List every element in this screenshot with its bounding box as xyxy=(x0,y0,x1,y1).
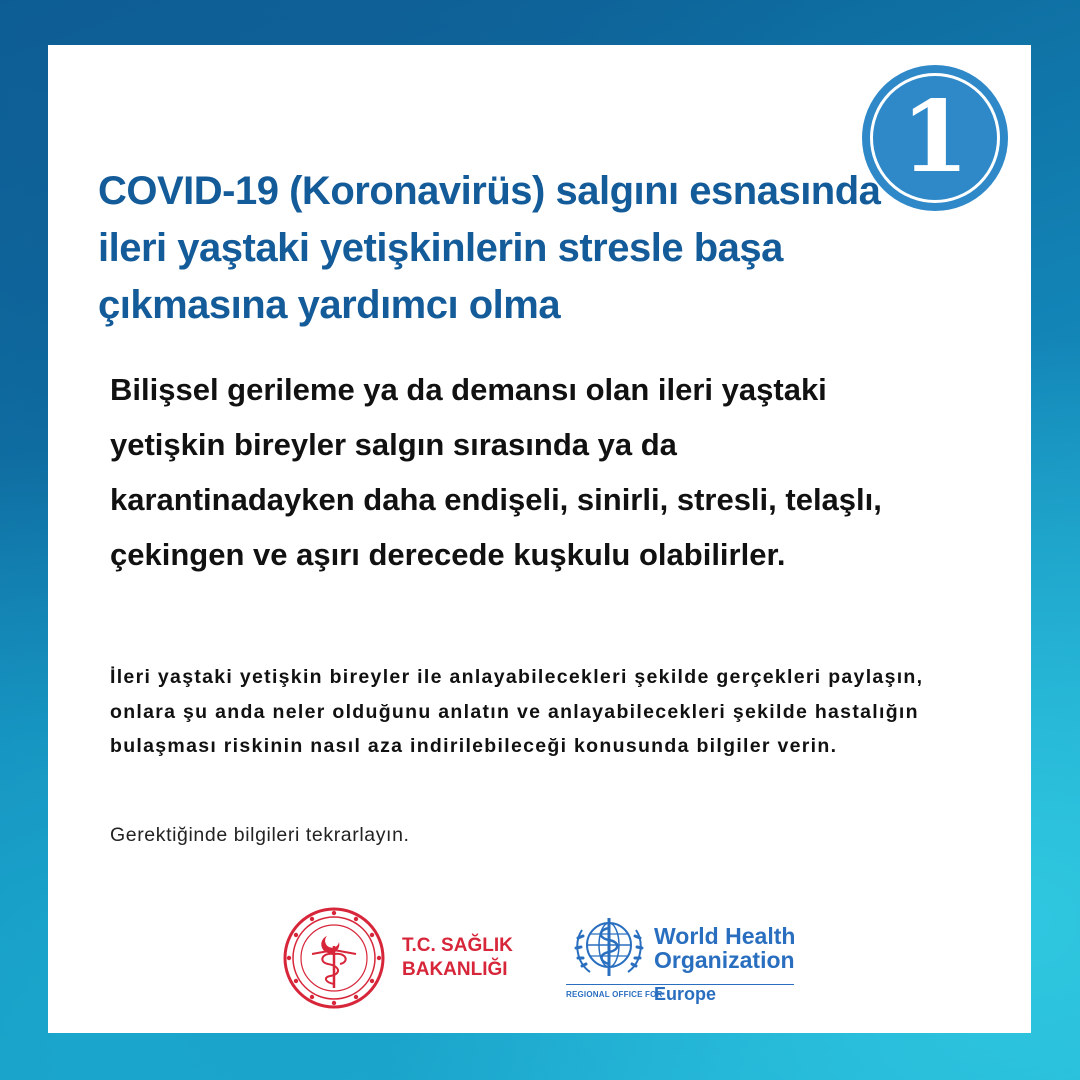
badge-number: 1 xyxy=(900,80,970,195)
page-title: COVID-19 (Koronavirüs) salgını esnasında ileri yaştaki yetişkinlerin stresle başa çıkmasına yardımcı olma xyxy=(98,169,881,327)
who-emblem-icon xyxy=(568,912,650,982)
ministry-of-health-logo xyxy=(282,908,527,1008)
who-region-label: REGIONAL OFFICE FOR xyxy=(566,990,663,999)
moh-name-line2: BAKANLIĞI xyxy=(402,959,508,980)
body-paragraph-1: İleri yaştaki yetişkin bireyler ile anlayabilecekleri şekilde gerçekleri paylaşın, onlara şu anda neler olduğunu anlatın ve anlayabilecekleri şekilde hastalığın bulaşması riskinin nasıl aza indirilebileceği konusunda bilgiler verin. xyxy=(110,666,924,757)
lead-paragraph: Bilişsel gerileme ya da demansı olan ileri yaştaki yetişkin bireyler salgın sırasında ya da karantinadayken daha endişeli, sinirli, stresli, telaşlı, çekingen ve aşırı derecede kuşkulu olabilirler. xyxy=(110,372,882,572)
who-name-line2: Organization xyxy=(654,947,795,973)
who-logo xyxy=(566,912,806,1012)
who-europe-label: Europe xyxy=(654,984,717,1004)
body-paragraph-2: Gerektiğinde bilgileri tekrarlayın. xyxy=(110,824,410,846)
who-name-line1: World Health xyxy=(654,923,796,949)
moh-name-line1: T.C. SAĞLIK xyxy=(402,935,513,956)
ministry-of-health-emblem-icon xyxy=(282,906,386,1010)
